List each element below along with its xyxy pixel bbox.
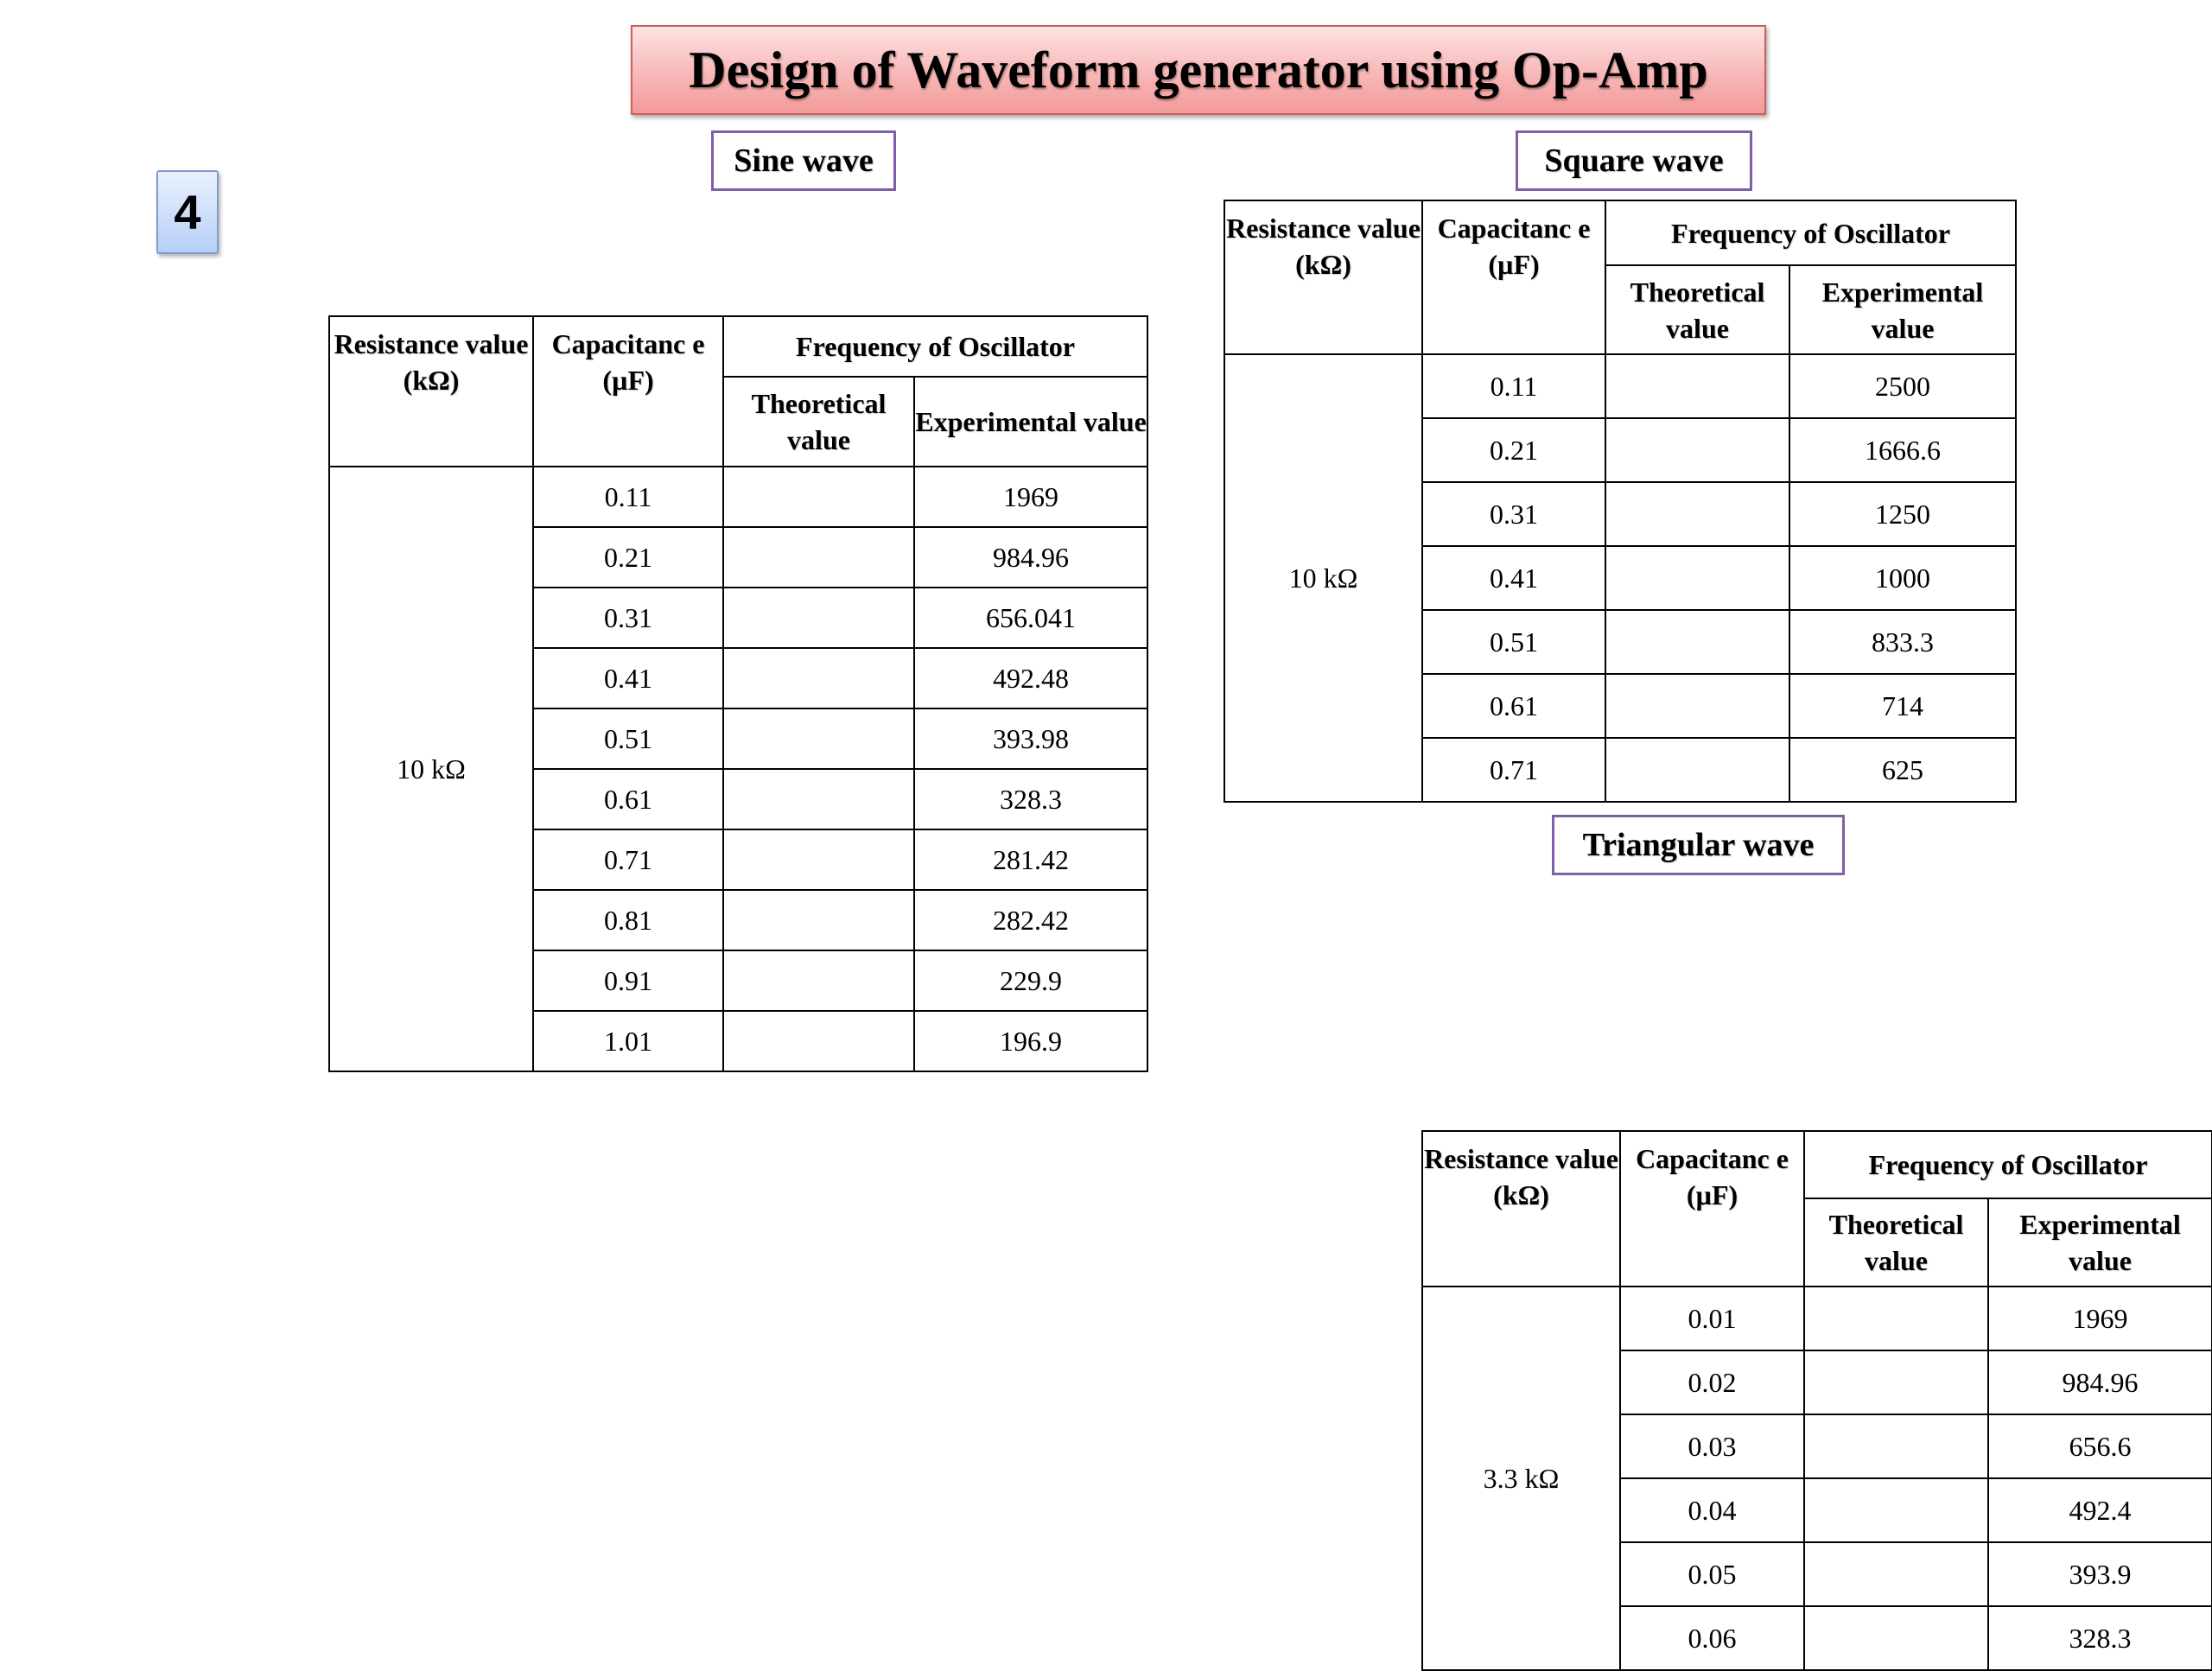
resistance-value: 3.3 kΩ [1422,1287,1620,1670]
theoretical-cell [1804,1542,1988,1606]
experimental-cell: 393.9 [1988,1542,2212,1606]
experimental-cell: 1000 [1789,546,2016,610]
theoretical-cell [1605,354,1789,418]
theoretical-cell [723,708,914,769]
theoretical-cell [1804,1478,1988,1542]
theoretical-cell [723,829,914,890]
capacitance-cell: 0.11 [533,467,723,527]
experimental-cell: 2500 [1789,354,2016,418]
theoretical-cell [1605,418,1789,482]
table-row [1224,354,2016,418]
experimental-cell: 1969 [914,467,1147,527]
resistance-value: 10 kΩ [329,467,533,1071]
capacitance-cell: 0.81 [533,890,723,950]
sine-wave-table [328,315,1148,1072]
sine-wave-label: Sine wave [711,130,896,191]
capacitance-cell: 0.03 [1620,1414,1804,1478]
theoretical-cell [1804,1350,1988,1414]
experimental-header: Experimental value [914,377,1147,467]
capacitance-cell: 0.11 [1422,354,1605,418]
experimental-cell: 984.96 [1988,1350,2212,1414]
experimental-cell: 492.48 [914,648,1147,708]
experimental-cell: 282.42 [914,890,1147,950]
slide-number-badge: 4 [156,170,219,254]
experimental-cell: 656.6 [1988,1414,2212,1478]
capacitance-cell: 0.91 [533,950,723,1011]
capacitance-cell: 0.41 [533,648,723,708]
experimental-header: Experimental value [1789,265,2016,354]
theoretical-cell [723,1011,914,1071]
table-row [329,467,1147,527]
capacitance-cell: 0.31 [1422,482,1605,546]
theoretical-cell [1605,546,1789,610]
capacitance-cell: 0.01 [1620,1287,1804,1350]
capacitance-cell: 0.05 [1620,1542,1804,1606]
capacitance-cell: 0.71 [533,829,723,890]
resistance-header: Resistance value (kΩ) [1224,200,1422,354]
experimental-cell: 229.9 [914,950,1147,1011]
capacitance-cell: 0.61 [533,769,723,829]
frequency-header: Frequency of Oscillator [1804,1131,2212,1198]
capacitance-cell: 0.02 [1620,1350,1804,1414]
frequency-header: Frequency of Oscillator [1605,200,2016,265]
theoretical-header: Theoretical value [1804,1198,1988,1287]
theoretical-cell [1605,610,1789,674]
page-title: Design of Waveform generator using Op-Amp [631,25,1766,115]
capacitance-header: Capacitanc e (µF) [533,316,723,467]
theoretical-cell [1605,482,1789,546]
experimental-cell: 625 [1789,738,2016,802]
experimental-cell: 1969 [1988,1287,2212,1350]
experimental-cell: 196.9 [914,1011,1147,1071]
experimental-cell: 328.3 [914,769,1147,829]
experimental-cell: 393.98 [914,708,1147,769]
experimental-header: Experimental value [1988,1198,2212,1287]
capacitance-cell: 0.31 [533,588,723,648]
experimental-cell: 492.4 [1988,1478,2212,1542]
capacitance-cell: 1.01 [533,1011,723,1071]
capacitance-cell: 0.51 [1422,610,1605,674]
square-wave-label: Square wave [1516,130,1752,191]
triangular-wave-label: Triangular wave [1552,815,1845,875]
resistance-value: 10 kΩ [1224,354,1422,802]
triangular-wave-table [1421,1130,2212,1671]
theoretical-cell [723,648,914,708]
theoretical-cell [723,769,914,829]
theoretical-cell [1605,674,1789,738]
theoretical-cell [723,527,914,588]
capacitance-header: Capacitanc e (µF) [1620,1131,1804,1287]
experimental-cell: 656.041 [914,588,1147,648]
theoretical-cell [723,890,914,950]
experimental-cell: 328.3 [1988,1606,2212,1670]
theoretical-cell [1804,1287,1988,1350]
theoretical-cell [1804,1414,1988,1478]
experimental-cell: 984.96 [914,527,1147,588]
capacitance-cell: 0.51 [533,708,723,769]
resistance-header: Resistance value (kΩ) [1422,1131,1620,1287]
table-row [1422,1287,2212,1350]
experimental-cell: 1250 [1789,482,2016,546]
theoretical-cell [723,950,914,1011]
capacitance-cell: 0.41 [1422,546,1605,610]
capacitance-cell: 0.04 [1620,1478,1804,1542]
theoretical-cell [723,588,914,648]
theoretical-header: Theoretical value [723,377,914,467]
capacitance-cell: 0.21 [1422,418,1605,482]
experimental-cell: 281.42 [914,829,1147,890]
resistance-header: Resistance value (kΩ) [329,316,533,467]
theoretical-cell [1804,1606,1988,1670]
theoretical-cell [723,467,914,527]
capacitance-cell: 0.21 [533,527,723,588]
experimental-cell: 833.3 [1789,610,2016,674]
capacitance-header: Capacitanc e (µF) [1422,200,1605,354]
square-wave-table [1224,200,2017,803]
frequency-header: Frequency of Oscillator [723,316,1147,377]
theoretical-header: Theoretical value [1605,265,1789,354]
capacitance-cell: 0.61 [1422,674,1605,738]
experimental-cell: 714 [1789,674,2016,738]
experimental-cell: 1666.6 [1789,418,2016,482]
capacitance-cell: 0.71 [1422,738,1605,802]
theoretical-cell [1605,738,1789,802]
capacitance-cell: 0.06 [1620,1606,1804,1670]
